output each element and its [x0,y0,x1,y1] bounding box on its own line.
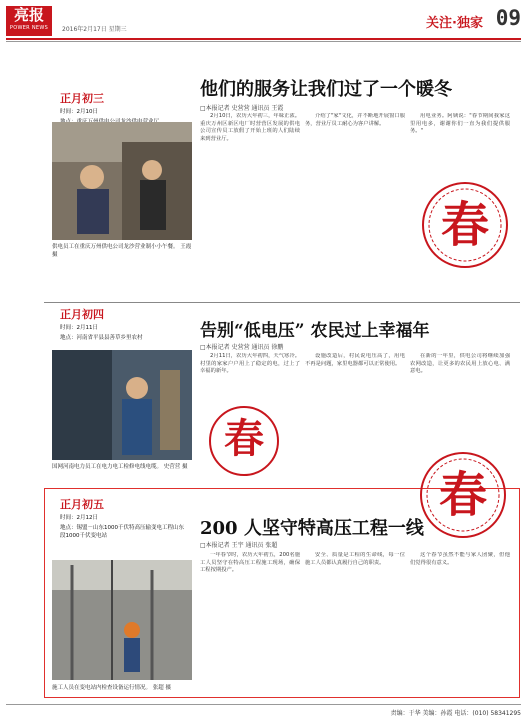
article2-column-2 [305,353,405,448]
footer-credits: 责编：于华 美编：孙霞 电话：(010) 58341295 [390,710,521,717]
footer-rule [6,704,521,705]
article3-headline: 200 人坚守特高压工程一线 [200,518,424,539]
date-line: 2016年2月17日 星期三 [62,26,127,33]
article-divider-1 [44,302,520,303]
article2-decoration [208,405,280,477]
article2-place: 地点：河南省平县县善草乡里农村 [60,335,143,341]
article2-caption: 国网河南电力员工在电力电工检修电线电缆。 史营营 摄 [52,464,188,470]
article1-column-3 [410,113,510,173]
article1-paragraph-3: 用电业务。阿姨说："春节期间我家这里用电多，谢谢你们一直为我们提供服务。" [410,113,510,134]
article2-paragraph-1: 2月11日，农历大年初四，天气寒冷。村里的家家户户用上了稳定的电，过上了幸福的新年。 [200,353,300,374]
article1-paragraph-1: 2月10日，农历大年初三，年味正浓。重庆万州区新区电厂时营营区发展的供电公司宣传员工放假了开始上班的人们陆续来到营业厅。 [200,113,300,142]
article3-photo-image [52,560,192,680]
article3-fu-character: 春 [438,467,487,523]
article3-paragraph-2: 安全、质量是工程的生命线，每一位施工人员都认真履行自己的职责。 [305,552,405,566]
section-label: 关注·独家 [426,16,483,31]
article1-byline: □本报记者 史营营 通讯员 王霞 [200,105,284,112]
article3-column-3 [410,552,510,688]
article2-byline: □本报记者 史营营 通讯员 徐鹏 [200,344,284,351]
page-number: 09 [495,6,521,30]
article1-column-2 [305,113,405,295]
article3-paragraph-1: 一年春节时，农历大年初五，200名施工人员坚守在特高压工程施工现场，确保工程按期投产。 [200,552,300,573]
article3-byline: □本报记者 王宇 通讯员 张超 [200,542,278,549]
article1-photo [52,122,192,240]
article3-date: 时间：2月12日 [60,515,98,521]
article3-decoration [418,450,508,540]
article3-day: 正月初五 [60,498,104,511]
article3-photo [52,560,192,680]
article2-date: 时间：2月11日 [60,325,98,331]
article3-column-2 [305,552,405,688]
logo-subtext: POWER NEWS [9,25,49,31]
article3-column-1 [200,552,300,688]
article1-paragraph-2: 介绍了"家"文化，并不断地开展窗口服务，营业厅员工耐心为客户讲解。 [305,113,405,127]
article2-paragraph-2: 设施改造后，村民说电压高了，用电不再是问题，家里电器都可以正常使用。 [305,353,405,367]
article2-tag [60,306,180,342]
article1-day: 正月初三 [60,92,104,105]
article1-headline: 他们的服务让我们过了一个暖冬 [200,79,452,100]
article2-fu-character: 春 [224,415,264,462]
article3-tag [60,496,185,540]
article2-day: 正月初四 [60,308,104,321]
masthead-rule [6,38,521,40]
article3-caption: 施工人员在变电站内检查设备运行情况。 张超 摄 [52,685,171,691]
article2-paragraph-3: 在新的一年里，供电公司将继续加强农网改造，让更多的农民用上放心电、满意电。 [410,353,510,374]
article2-headline: 告别“低电压” 农民过上幸福年 [200,321,430,341]
article1-date: 时间：2月10日 [60,109,98,115]
article1-caption: 供电员工在重庆万州供电公司龙沙营业制小小午餐。 王霞 摄 [52,244,192,258]
logo-text: 亮报 [13,6,44,24]
masthead-rule-thin [6,41,521,42]
masthead-logo [6,6,52,36]
article1-decoration [420,180,510,270]
article2-photo [52,350,192,460]
article3-paragraph-3: 这个春节虽然不能与家人团聚，但他们觉得很有意义。 [410,552,510,566]
article2-column-3 [410,353,510,448]
article2-photo-image [52,350,192,460]
article1-tag [60,90,180,126]
article1-photo-image [52,122,192,240]
article1-column-1 [200,113,300,295]
article1-fu-character: 春 [440,197,489,253]
article3-place: 地点：锡盟－山东1000千伏特高压输变电工程山东段1000千伏变电站 [60,525,184,539]
